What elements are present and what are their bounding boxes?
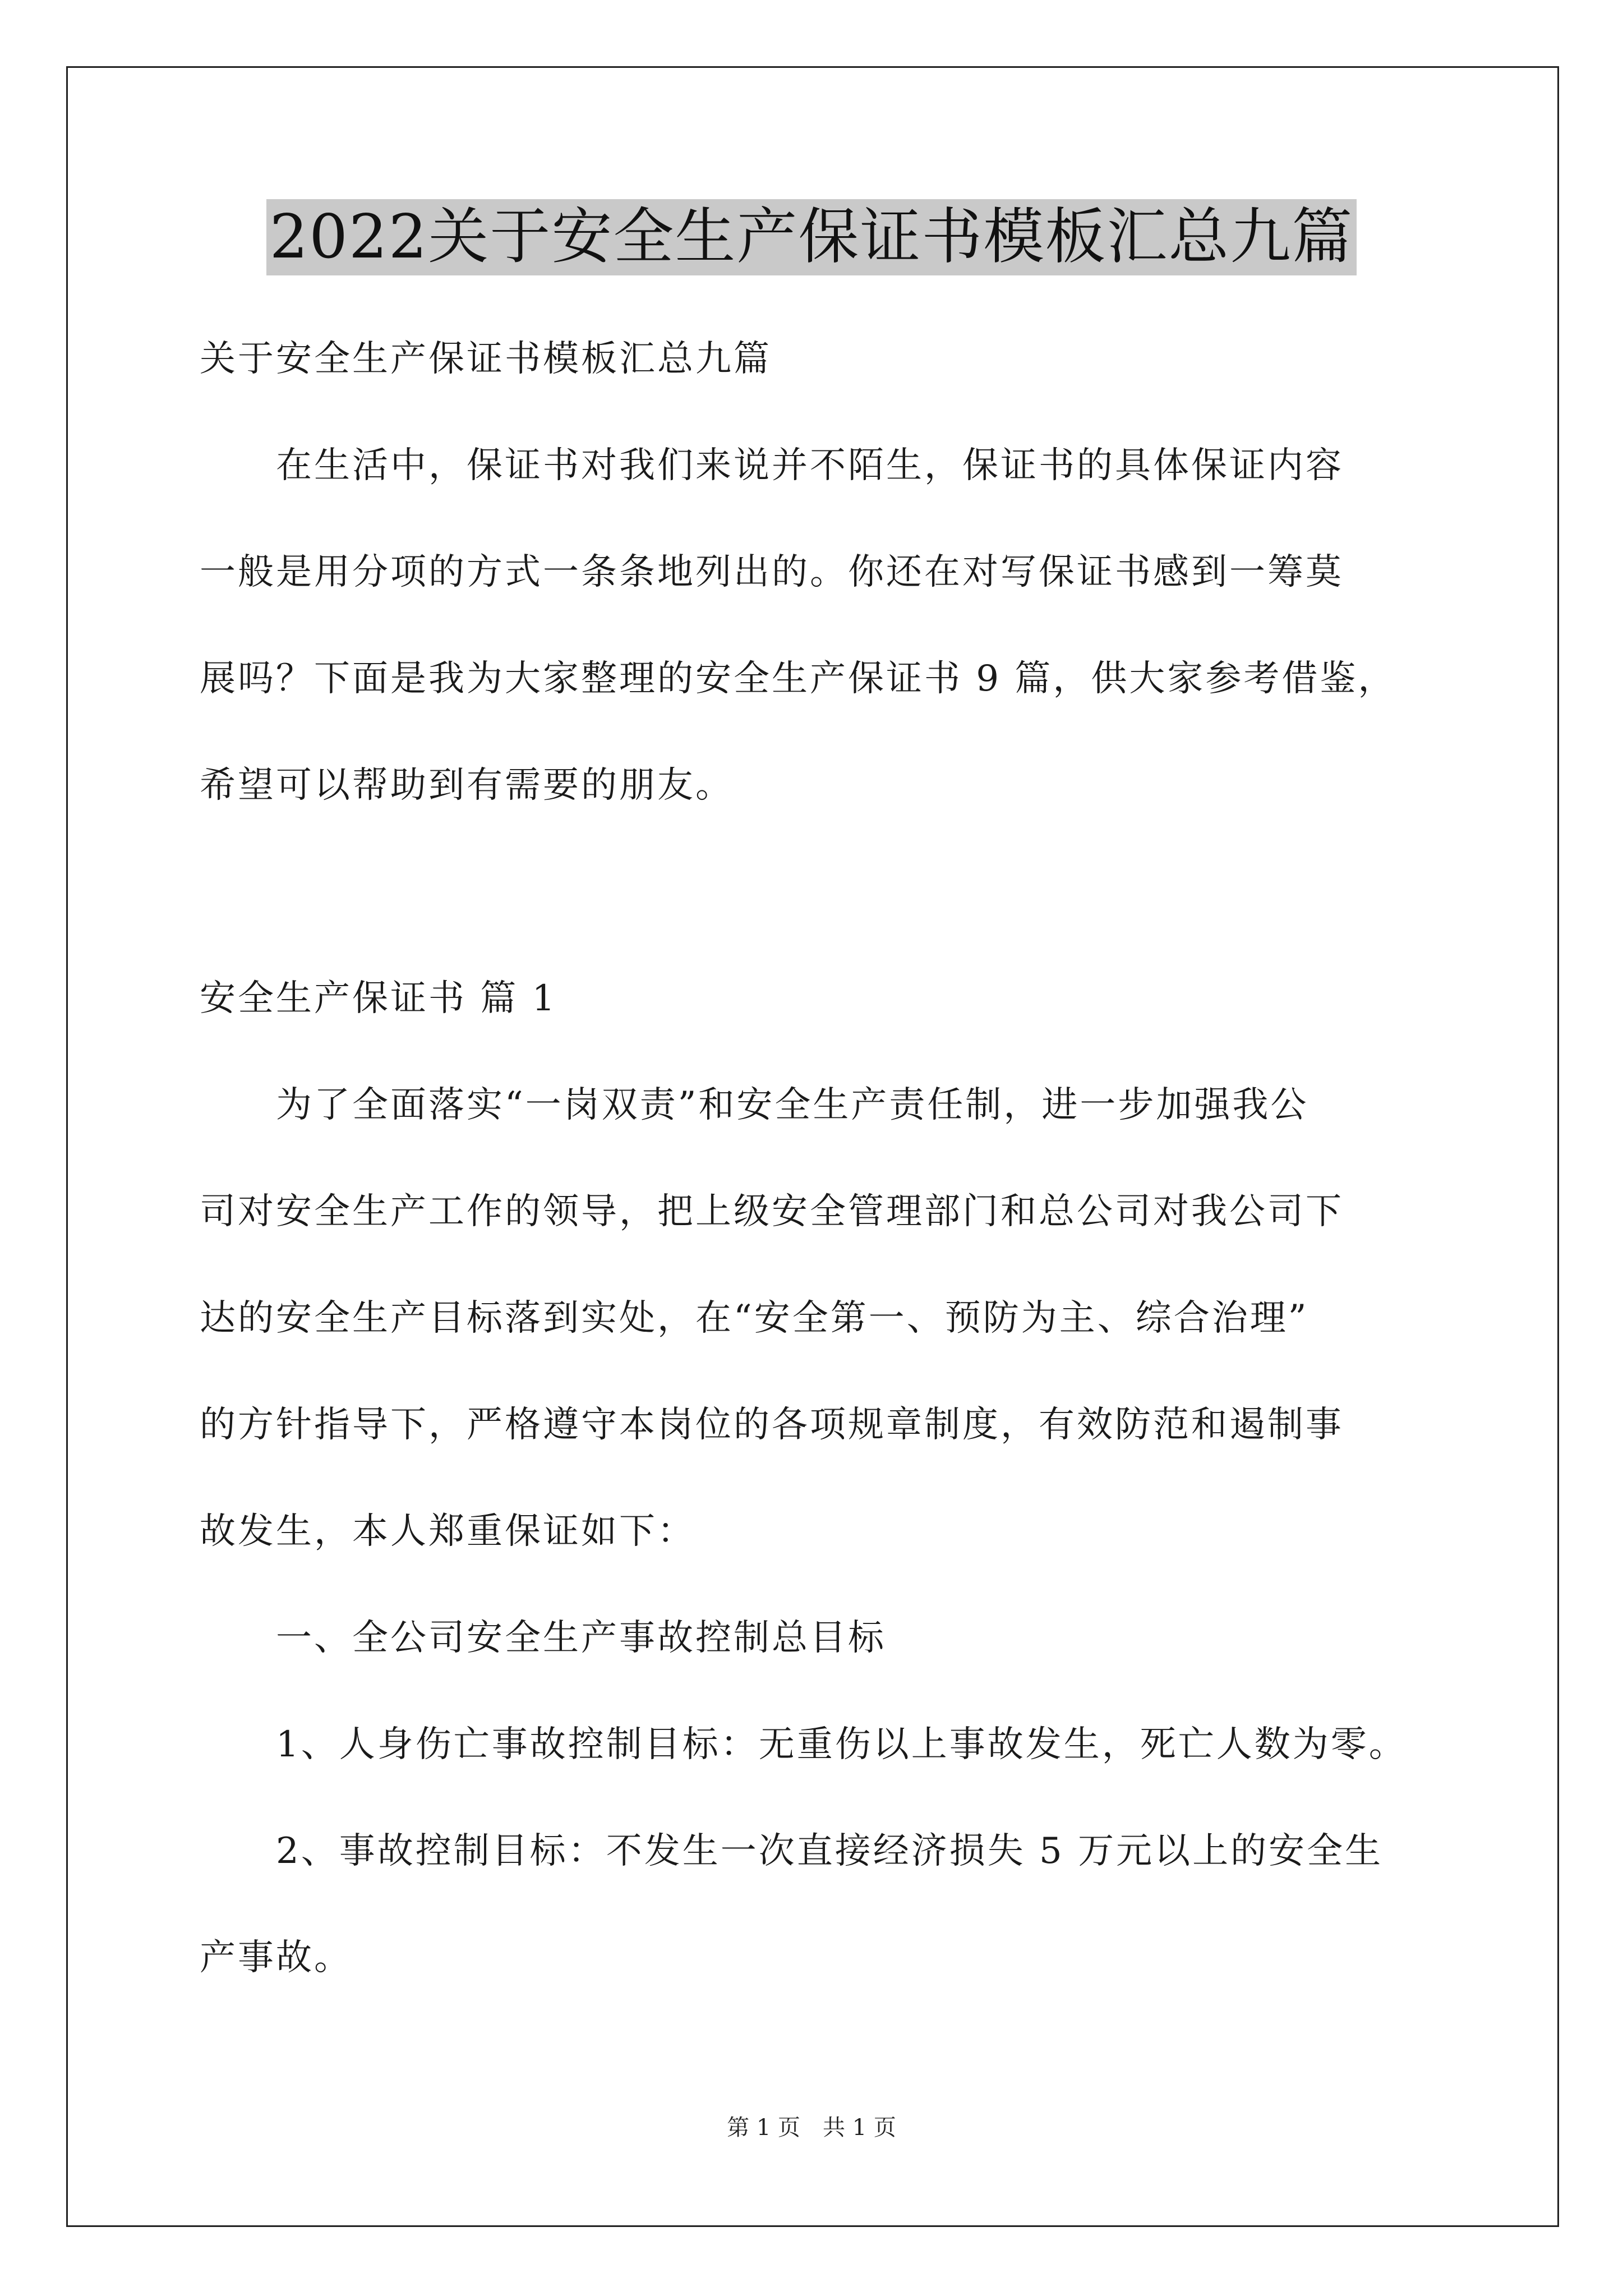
paragraph-line: 一般是用分项的方式一条条地列出的。你还在对写保证书感到一筹莫 — [200, 551, 1344, 593]
list-item: 2、事故控制目标：不发生一次直接经济损失 5 万元以上的安全生 — [200, 1830, 1384, 1872]
paragraph-line: 在生活中，保证书对我们来说并不陌生，保证书的具体保证内容 — [200, 445, 1344, 486]
page-number-footer: 第 1 页 共 1 页 — [727, 2115, 896, 2141]
paragraph-line: 达的安全生产目标落到实处，在“安全第一、预防为主、综合治理” — [200, 1297, 1309, 1339]
paragraph-line: 司对安全生产工作的领导，把上级安全管理部门和总公司对我公司下 — [200, 1191, 1344, 1232]
paragraph-line: 希望可以帮助到有需要的朋友。 — [200, 765, 734, 806]
page-border — [66, 66, 1559, 2227]
paragraph-line: 展吗？下面是我为大家整理的安全生产保证书 9 篇，供大家参考借鉴， — [200, 658, 1396, 700]
list-item: 1、人身伤亡事故控制目标：无重伤以上事故发生，死亡人数为零。 — [200, 1724, 1407, 1765]
title-container — [0, 199, 1623, 275]
subtitle-line: 关于安全生产保证书模板汇总九篇 — [200, 338, 772, 380]
paragraph-line: 为了全面落实“一岗双责”和安全生产责任制，进一步加强我公 — [200, 1084, 1309, 1126]
document-title: 2022关于安全生产保证书模板汇总九篇 — [266, 199, 1357, 275]
paragraph-line: 故发生，本人郑重保证如下： — [200, 1511, 695, 1552]
paragraph-line: 的方针指导下，严格遵守本岗位的各项规章制度，有效防范和遏制事 — [200, 1404, 1344, 1446]
section-heading: 安全生产保证书 篇 1 — [200, 978, 557, 1019]
list-heading: 一、全公司安全生产事故控制总目标 — [200, 1617, 886, 1659]
paragraph-line: 产事故。 — [200, 1937, 352, 1978]
